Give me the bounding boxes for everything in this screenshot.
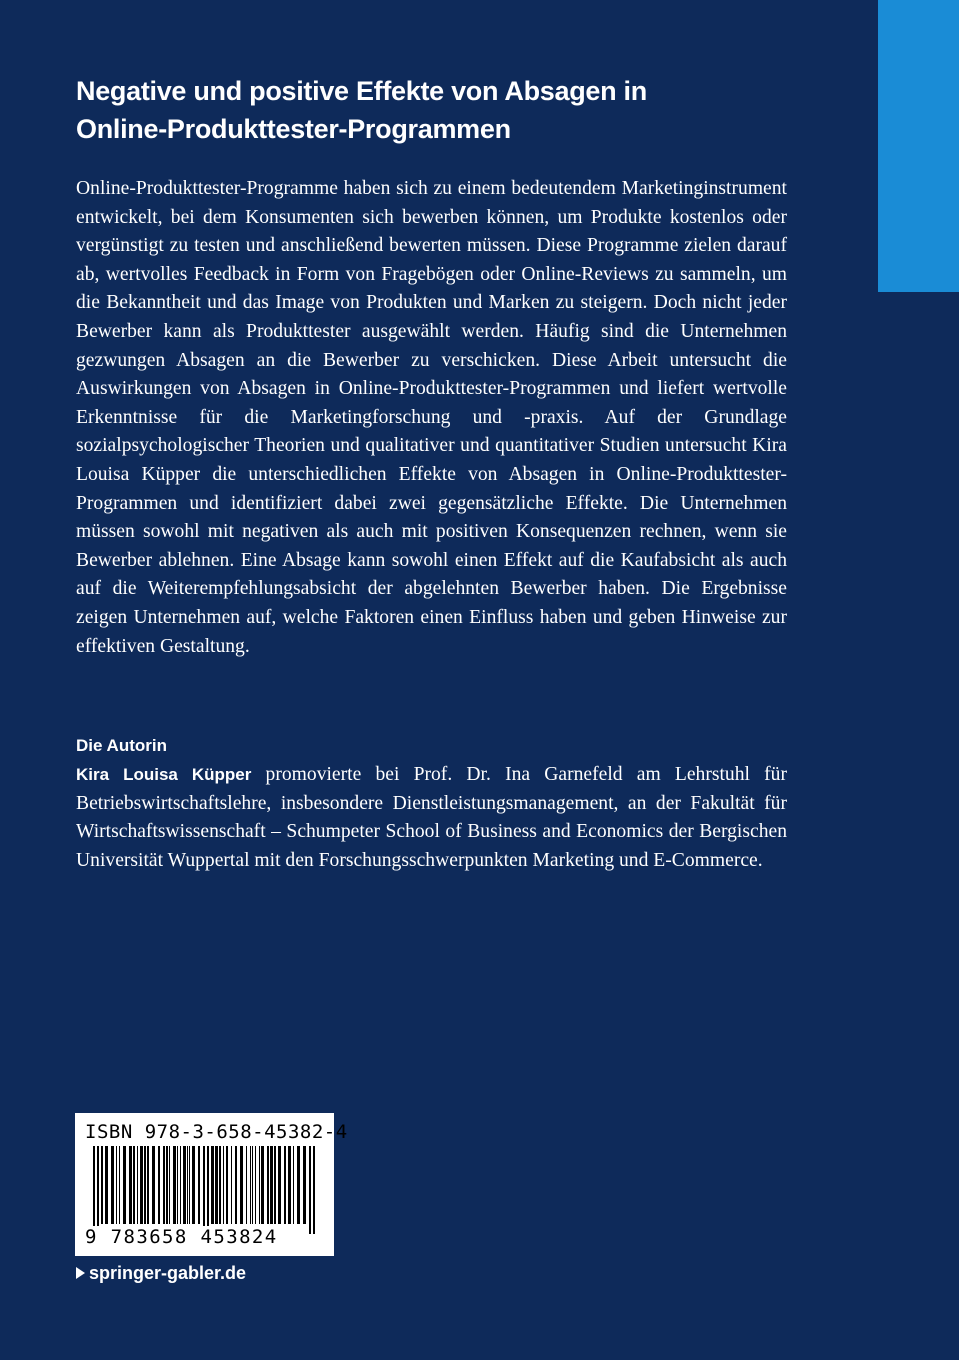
- barcode-bar: [183, 1146, 186, 1224]
- barcode-bar: [288, 1146, 291, 1224]
- barcode-bar: [158, 1146, 160, 1224]
- barcode-bar: [267, 1146, 269, 1224]
- barcode-bar: [293, 1146, 294, 1224]
- barcode-bar: [144, 1146, 146, 1224]
- barcode-bar: [163, 1146, 165, 1224]
- book-title: [76, 72, 796, 148]
- barcode-bar: [203, 1146, 205, 1234]
- barcode-bar: [119, 1146, 120, 1224]
- barcode-bar: [169, 1146, 170, 1224]
- barcode-bar: [198, 1146, 200, 1224]
- book-description: Online-Produkttester-Programme haben sich zu einem bedeutendem Marketinginstrument entwickelt, bei dem Konsumenten sich bewerben können, um Produkte kostenlos oder vergünstigt zu testen und anschließend bewerten müssen. Diese Programme zielen darauf ab, wertvolles Feedback in Form von Fragebögen oder Online-Reviews zu sammeln, um die Bekanntheit und das Image von Produkten und Marken zu steigern. Doch nicht jeder Bewerber kann als Produkttester ausgewählt werden. Häufig sind die Unternehmen gezwungen Absagen an die Bewerber zu verschicken. Diese Arbeit untersucht die Auswirkungen von Absagen in Online-Produkttester-Programmen und liefert wertvolle Erkenntnisse für die Marketingforschung und -praxis. Auf der Grundlage sozialpsychologischer Theorien und qualitativer und quantitativer Studien untersucht Kira Louisa Küpper die unterschiedlichen Effekte von Absagen in Online-Produkttester-Programmen und identifiziert dabei zwei gegensätzliche Effekte. Die Unternehmen müssen sowohl mit negativen als auch mit positiven Konsequenzen rechnen, wenn sie Bewerber ablehnen. Eine Absage kann sowohl einen Effekt auf die Kaufabsicht als auch auf die Weiterempfehlungsabsicht der abgelehnten Bewerber haben. Die Ergebnisse zeigen Unternehmen auf, welche Faktoren einen Einfluss haben und geben Hinweise zur effektiven Gestaltung.: [76, 178, 787, 657]
- barcode-bar: [235, 1146, 237, 1224]
- barcode-bar: [105, 1146, 108, 1224]
- publisher-website-link[interactable]: [76, 1262, 246, 1284]
- isbn-barcode: [75, 1113, 348, 1256]
- title-line-1: Negative und positive Effekte von Absagen in: [76, 76, 647, 106]
- barcode-bar: [140, 1146, 143, 1224]
- barcode-bar: [270, 1146, 273, 1224]
- author-bio-text: promovierte bei Prof. Dr. Ina Garnefeld am Lehrstuhl für Betriebswirtschaftslehre, insbesondere Dienstleistungsmanagement, an der Fakultät für Wirtschaftswissenschaft – Schumpeter School of Business and Economics der Bergischen Universität Wuppertal mit den Forschungsschwerpunkten Marketing und E-Commerce.: [76, 764, 787, 871]
- barcode-bar: [313, 1146, 315, 1234]
- barcode-bar: [223, 1146, 224, 1224]
- author-bio: [76, 761, 787, 875]
- barcode-bar: [246, 1146, 247, 1224]
- barcode-bar: [252, 1146, 253, 1224]
- barcode-bar: [250, 1146, 251, 1224]
- barcode-bar: [111, 1146, 114, 1224]
- barcode-bar: [192, 1146, 195, 1224]
- barcode-bar: [147, 1146, 149, 1224]
- barcode-bar: [101, 1146, 103, 1224]
- barcode-bar: [255, 1146, 256, 1224]
- barcode-bar: [303, 1146, 306, 1224]
- barcode-bar: [284, 1146, 286, 1224]
- barcode-bar: [116, 1146, 117, 1224]
- barcode-bar: [231, 1146, 232, 1224]
- barcode-bar: [278, 1146, 281, 1224]
- barcode-bar: [133, 1146, 135, 1224]
- isbn-label: ISBN 978-3-658-45382-4: [85, 1121, 348, 1143]
- barcode-bar: [226, 1146, 228, 1224]
- author-heading: Die Autorin: [76, 736, 167, 755]
- barcode-bar: [211, 1146, 214, 1224]
- title-line-2: Online-Produkttester-Programmen: [76, 114, 511, 144]
- barcode-bar: [240, 1146, 243, 1224]
- barcode-bar: [274, 1146, 276, 1224]
- publisher-link-text: springer-gabler.de: [89, 1263, 247, 1283]
- barcode-bar: [166, 1146, 168, 1224]
- barcode-bar: [297, 1146, 300, 1224]
- barcode-bar: [219, 1146, 221, 1224]
- barcode-bar: [177, 1146, 178, 1224]
- barcode-bar: [207, 1146, 209, 1234]
- arrow-right-icon: [76, 1267, 85, 1279]
- barcode-bar: [129, 1146, 132, 1224]
- barcode-bar: [261, 1146, 264, 1224]
- barcode-bar: [187, 1146, 188, 1224]
- barcode-bar: [152, 1146, 155, 1224]
- ean-digits: 9 783658 453824: [85, 1226, 278, 1248]
- barcode-bar: [189, 1146, 190, 1224]
- barcode-bar: [309, 1146, 311, 1234]
- barcode-bar: [97, 1146, 99, 1234]
- author-name: Kira Louisa Küpper: [76, 765, 252, 784]
- barcode-bars: [93, 1146, 317, 1234]
- barcode-bar: [259, 1146, 260, 1224]
- barcode-bar: [137, 1146, 138, 1224]
- barcode-bar: [123, 1146, 126, 1224]
- barcode-bar: [93, 1146, 95, 1234]
- barcode-bar: [173, 1146, 176, 1224]
- barcode-bar: [215, 1146, 218, 1224]
- barcode-bar: [180, 1146, 181, 1224]
- accent-color-bar: [878, 0, 959, 292]
